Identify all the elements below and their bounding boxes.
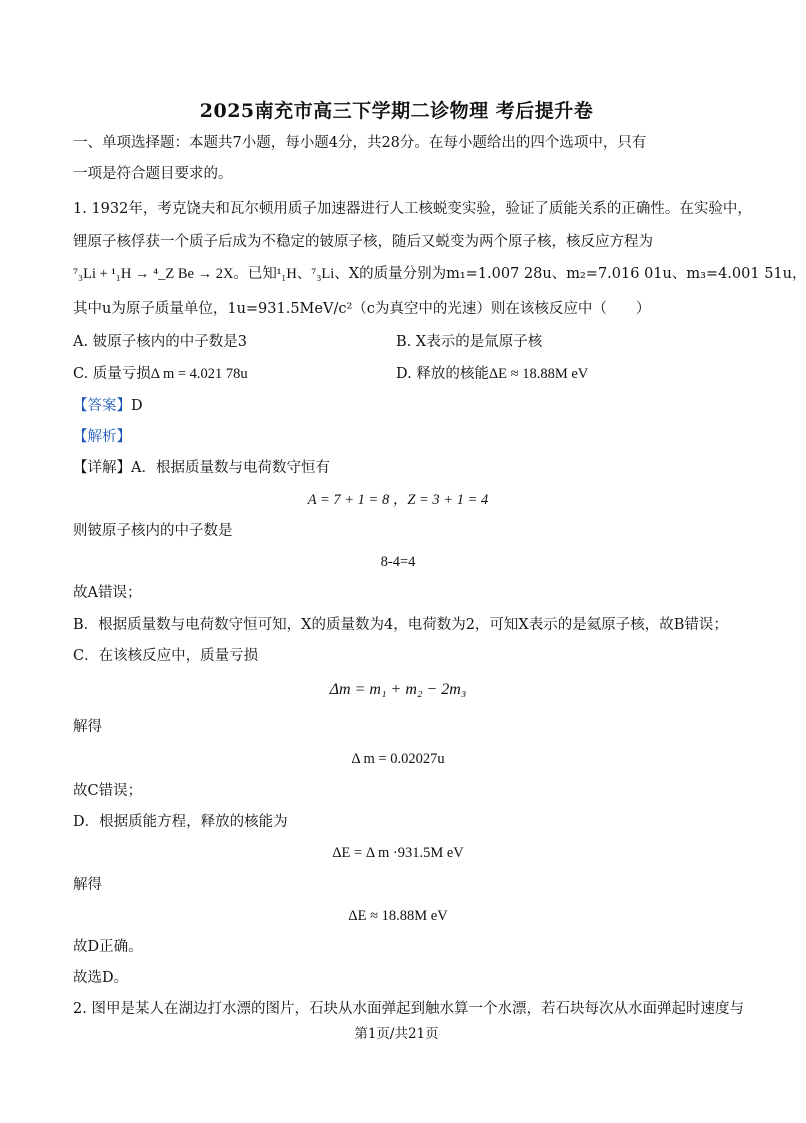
option-c-math: Δ m = 4.021 78u <box>150 366 248 382</box>
a-wrong-text: 故A错误； <box>73 585 142 601</box>
detail-line <box>73 458 723 478</box>
answer-label: 【答案】 <box>73 398 131 414</box>
equation-energy: ΔE = Δ m ·931.5M eV <box>332 845 464 861</box>
page-title: 2025南充市高三下学期二诊物理 考后提升卷 <box>199 100 594 122</box>
question-1-line-4: 其中u为原子质量单位，1u=931.5MeV/c²（c为真空中的光速）则在该核反应中（ ） <box>73 301 651 317</box>
analysis-label: 【解析】 <box>73 429 131 445</box>
equation-mass-charge: A = 7 + 1 = 8 ，Z = 3 + 1 = 4 <box>307 492 489 508</box>
question-1-line-3 <box>73 264 806 284</box>
equation-mass-defect: Δm = m₁ + m₂ − 2m₃ <box>329 681 467 698</box>
d-explanation: D．根据质能方程，释放的核能为 <box>73 814 288 830</box>
c-wrong-text: 故C错误； <box>73 783 143 799</box>
option-c-text: C. 质量亏损 <box>73 366 151 382</box>
equation-energy-value: ΔE ≈ 18.88M eV <box>348 908 448 924</box>
lithium-nucleus: ⁷₃Li <box>311 266 335 282</box>
equation-neutron: 8-4=4 <box>380 554 416 570</box>
neutron-text: 则铍原子核内的中子数是 <box>73 523 233 539</box>
detail-label: 【详解】 <box>73 460 131 476</box>
section-heading-line-2: 一项是符合题目要求的。 <box>73 166 233 182</box>
masses-text: 、X的质量分别为m₁=1.007 28u、m₂=7.016 01u、m₃=4.001 51u， <box>334 266 806 282</box>
option-a: A. 铍原子核内的中子数是3 <box>73 334 247 350</box>
page-number-footer: 第1页/共21页 <box>354 1026 439 1042</box>
detail-a-text: A．根据质量数与电荷数守恒有 <box>131 460 330 476</box>
choose-text: 故选D。 <box>73 970 129 986</box>
d-right-text: 故D正确。 <box>73 939 143 955</box>
section-heading-line-1: 一、单项选择题：本题共7小题，每小题4分，共28分。在每小题给出的四个选项中，只有 <box>73 135 647 151</box>
c-explanation: C．在该核反应中，质量亏损 <box>73 648 259 664</box>
option-d-math: ΔE ≈ 18.88M eV <box>488 366 589 382</box>
option-c <box>73 364 248 384</box>
answer-value: D <box>131 398 143 414</box>
b-explanation: B．根据质量数与电荷数守恒可知，X的质量数为4，电荷数为2，可知X表示的是氦原子核，故B错误； <box>73 617 728 633</box>
option-d-text: D. 释放的核能 <box>396 366 489 382</box>
hydrogen-nucleus: ¹₁H <box>276 266 297 282</box>
equation-mass-defect-value: Δ m = 0.02027u <box>351 751 445 767</box>
solve-text-1: 解得 <box>73 719 102 735</box>
solve-text-2: 解得 <box>73 877 102 893</box>
given-text: 。已知 <box>233 266 277 282</box>
separator: 、 <box>296 266 312 282</box>
answer-line <box>73 396 723 416</box>
question-1-line-2: 锂原子核俘获一个质子后成为不稳定的铍原子核，随后又蜕变为两个原子核，核反应方程为 <box>73 234 653 250</box>
analysis-line <box>73 427 723 447</box>
question-1-line-1: 1. 1932年，考克饶夫和瓦尔顿用质子加速器进行人工核蜕变实验，验证了质能关系的正确性。在实验中， <box>73 201 752 217</box>
nuclear-reaction-equation: ⁷₃Li + ¹₁H → ⁴_Z Be → 2X <box>73 266 234 282</box>
question-2-line-1: 2. 图甲是某人在湖边打水漂的图片，石块从水面弹起到触水算一个水漂，若石块每次从水面弹起时速度与 <box>73 1001 744 1017</box>
option-d <box>396 364 588 384</box>
option-b: B. X表示的是氚原子核 <box>396 334 543 350</box>
